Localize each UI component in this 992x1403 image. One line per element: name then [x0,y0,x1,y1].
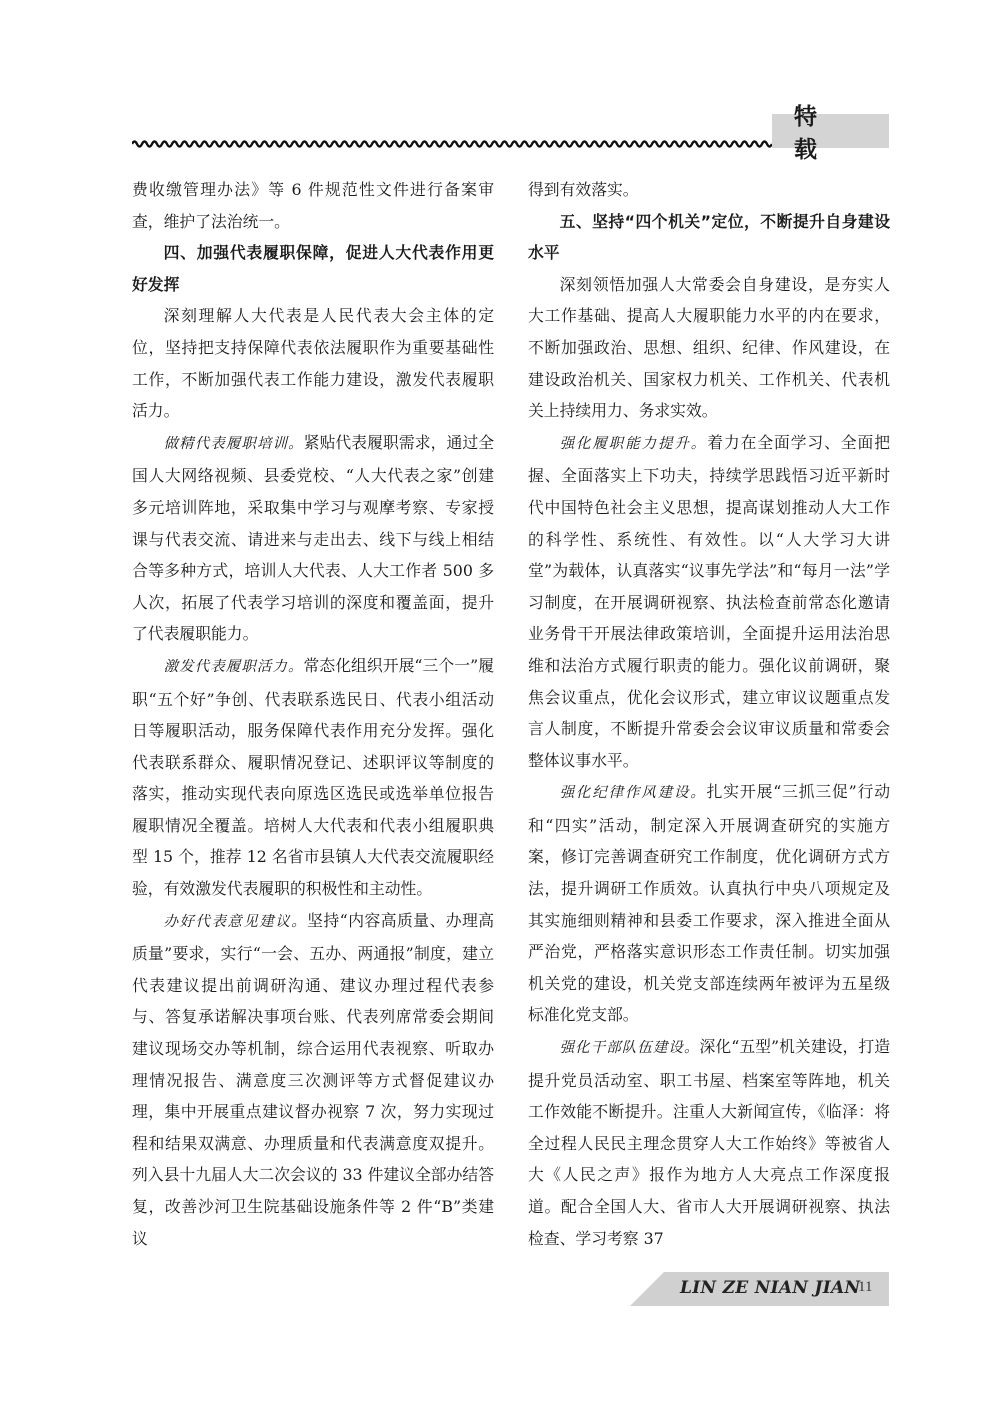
paragraph-body: 着力在全面学习、全面把握、全面落实上下功夫，持续学思践悟习近平新时代中国特色社会主义思想，提高谋划推动人大工作的科学性、系统性、有效性。以“人大学习大讲堂”为载体，认真落实“议事先学法”和“每月一法”学习制度，在开展调研视察、执法检查前常态化邀请业务骨干开展法律政策培训，全面提升运用法治思维和法治方式履行职责的能力。强化议前调研，聚焦会议重点，优化会议形式，建立审议议题重点发言人制度，不断提升常委会会议审议质量和常委会整体议事水平。 [528,432,890,770]
paragraph-lead: 强化履职能力提升。 [559,435,708,452]
section-heading-4: 四、加强代表履职保障，促进人大代表作用更好发挥 [132,243,494,294]
paragraph: 费收缴管理办法》等 6 件规范性文件进行备案审查，维护了法治统一。 [132,180,494,231]
paragraph [528,776,890,1031]
paragraph: 得到有效落实。 [528,180,639,199]
section-heading-5: 五、坚持“四个机关”定位，不断提升自身建设水平 [528,211,890,263]
paragraph-lead: 强化纪律作风建设。 [559,785,707,802]
header-wave-divider [132,138,772,150]
section-label: 特 载 [772,114,889,148]
paragraph [528,1031,890,1254]
paragraph: 深刻领悟加强人大常委会自身建设，是夯实人大工作基础、提高人大履职能力水平的内在要求，不断加强政治、思想、组织、纪律、作风建设，在建设政治机关、国家权力机关、工作机关、代表机关上持续用力、务求实效。 [528,274,890,421]
page-footer [630,1272,889,1306]
paragraph: 深刻理解人大代表是人民代表大会主体的定位，坚持把支持保障代表依法履职作为重要基础性工作，不断加强代表工作能力建设，激发代表履职活力。 [132,306,494,421]
paragraph-body: 常态化组织开展“三个一”履职“五个好”争创、代表联系选民日、代表小组活动日等履职活动，服务保障代表作用充分发挥。强化代表联系群众、履职情况登记、述职评议等制度的落实，推动实现代表向原选区选民或选举单位报告履职情况全覆盖。培树人大代表和代表小组履职典型 15 个，推荐 12 名省市县镇人大代表交流履职经验，有效激发代表履职的积极性和主动性。 [132,655,494,899]
paragraph-lead: 办好代表意见建议。 [163,913,308,930]
paragraph-body: 深化“五型”机关建设，打造提升党员活动室、职工书屋、档案室等阵地，机关工作效能不断提升。注重人大新闻宣传，《临泽：将全过程人民民主理念贯穿人大工作始终》等被省人大《人民之声》报作为地方人大亮点工作深度报道。配合全国人大、省市人大开展调研视察、执法检查、学习考察 37 [528,1037,890,1248]
paragraph-lead: 激发代表履职活力。 [163,658,304,675]
right-column [528,174,890,1254]
paragraph [132,905,494,1255]
journal-name: LIN ZE NIAN JIAN [680,1278,861,1298]
paragraph-lead: 做精代表履职培训。 [163,435,304,452]
paragraph-body: 紧贴代表履职需求，通过全国人大网络视频、县委党校、“人大代表之家”创建多元培训阵地，采取集中学习与观摩考察、专家授课与代表交流、请进来与走出去、线下与线上相结合等多种方式，培训人大代表、人大工作者 500 多人次，拓展了代表学习培训的深度和覆盖面，提升了代表履职能力。 [132,432,494,644]
paragraph-lead: 强化干部队伍建设。 [559,1040,700,1057]
paragraph [528,427,890,777]
paragraph [132,427,494,650]
paragraph-body: 扎实开展“三抓三促”行动和“四实”活动，制定深入开展调查研究的实施方案，修订完善调查研究工作制度，优化调研方式方法，提升调研工作质效。认真执行中央八项规定及其实施细则精神和县委工作要求，深入推进全面从严治党，严格落实意识形态工作责任制。切实加强机关党的建设，机关党支部连续两年被评为五星级标准化党支部。 [528,782,891,1025]
left-column [132,174,494,1254]
page-number: 11 [858,1279,873,1295]
paragraph-body: 坚持“内容高质量、办理高质量”要求，实行“一会、五办、两通报”制度，建立代表建议提出前调研沟通、建议办理过程代表参与、答复承诺解决事项台账、代表列席常委会期间建议现场交办等机制，综合运用代表视察、听取办理情况报告、满意度三次测评等方式督促建议办理，集中开展重点建议督办视察 7 次，努力实现过程和结果双满意、办理质量和代表满意度双提升。列入县十九届人大二次会议的 33 件建议全部办结答复，改善沙河卫生院基础设施条件等 2 件“B”类建议 [132,910,494,1248]
paragraph [132,650,494,905]
